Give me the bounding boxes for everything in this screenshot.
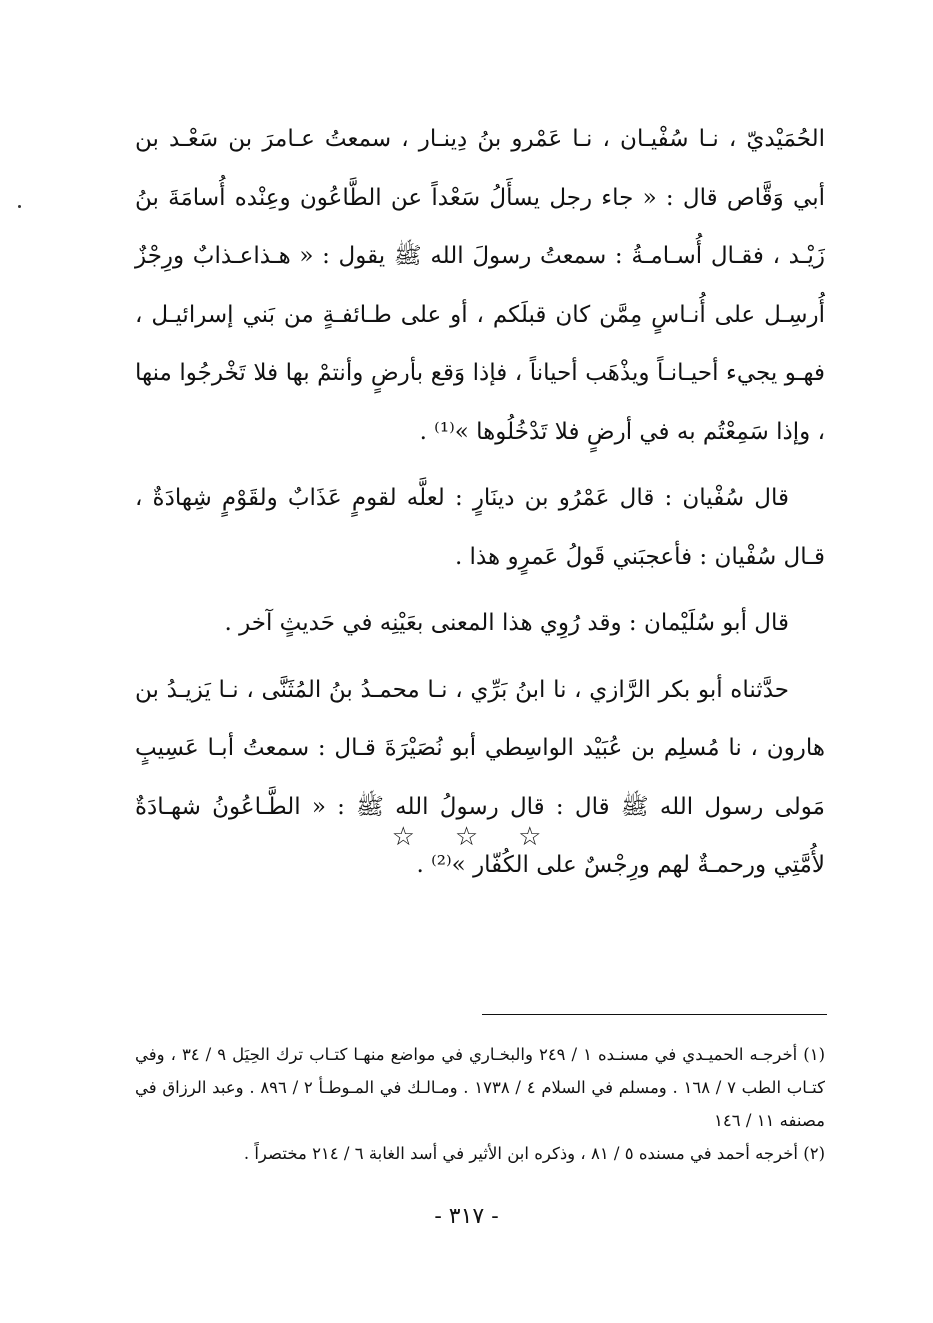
abu-sulayman-paragraph: قال أبو سُلَيْمان : وقد رُوِي هذا المعنى بعَيْنِه في حَديثٍ آخر . — [224, 610, 789, 636]
page-number: - ٣١٧ - — [434, 1204, 499, 1229]
sufyan-comment-paragraph: قال سُفْيان : قال عَمْرُو بن دينَارٍ : لعلَّه لقومٍ عَذَابٌ ولقَوْمٍ شِهادَةٌ ، قـال سُفْيان : فأعجبَني قَولُ عَمرٍو هذا . — [135, 485, 825, 570]
main-text — [135, 110, 825, 895]
margin-speck — [18, 205, 21, 208]
footnotes — [135, 1038, 825, 1170]
star-icon: ☆ — [454, 822, 479, 852]
footnote-2: (٢) أخرجه أحمد في مسنده ٥ / ٨١ ، وذكره ابن الأثير في أسد الغابة ٦ / ٢١٤ مختصراً . — [243, 1144, 825, 1163]
hadith-paragraph-1: الحُمَيْديّ ، نـا سُفْيـان ، نـا عَمْرو بنُ دِينـار ، سمعتُ عـامرَ بن سَعْـد بن أبي وَقَّاص قال : « جاء رجل يسأَلُ سَعْداً عن الطَّاعُون وعِنْده أُسامَةَ بنُ زَيْـد ، فقـال أُسـامـةُ : سمعتُ رسولَ الله ﷺ يقول : « هـذاعـذابٌ ورِجْزٌ أُرسِـل على أُنـاسٍ مِمَّن كان قبلَكم ، أو على طـائفـةٍ من بَني إسرائيـل ، فهـو يجيء أحيـانـاً ويذْهَب أحياناً ، فإذا وَقع بأرضٍ وأنتمْ بها فلا تَخْرجُوا منها ، وإذا سَمِعْتُم به في أرضٍ فلا تَدْخُلُوها »⁽¹⁾ . — [135, 126, 825, 445]
hadith-paragraph-2: حدَّثناه أبو بكر الرَّازي ، نا ابنُ بَرِّي ، نـا محمـدُ بنُ المُثَنَّى ، نـا يَزيـدُ بن هارون ، نا مُسلِم بن عُبَيْد الواسِطي أبو نُصَيْرَةَ قـال : سمعتُ أبـا عَسِيبٍ مَولى رسول الله ﷺ قال : قال رسولُ الله ﷺ : « الطَّـاعُونُ شهـادَةٌ لأُمَّتِي ورحمـةٌ لهم ورِجْسٌ على الكُفّار »⁽²⁾ . — [135, 676, 825, 878]
star-icon: ☆ — [391, 822, 415, 852]
footnote-1: (١) أخرجـه الحميـدي في مسنـده ١ / ٢٤٩ والبخـاري في مواضع منهـا كتـاب ترك الحِيَل ٩ / ٣٤ ، وفي كتـاب الطب ٧ / ١٦٨ . ومسلم في السلام ٤ / ١٧٣٨ . ومـالـك في المـوطـأ ٢ / ٨٩٦ . وعبد الرزاق في مصنفه ١١ / ١٤٦ — [135, 1045, 825, 1130]
footnote-divider — [482, 1014, 827, 1015]
star-icon: ☆ — [518, 822, 542, 852]
section-separator — [0, 822, 933, 852]
